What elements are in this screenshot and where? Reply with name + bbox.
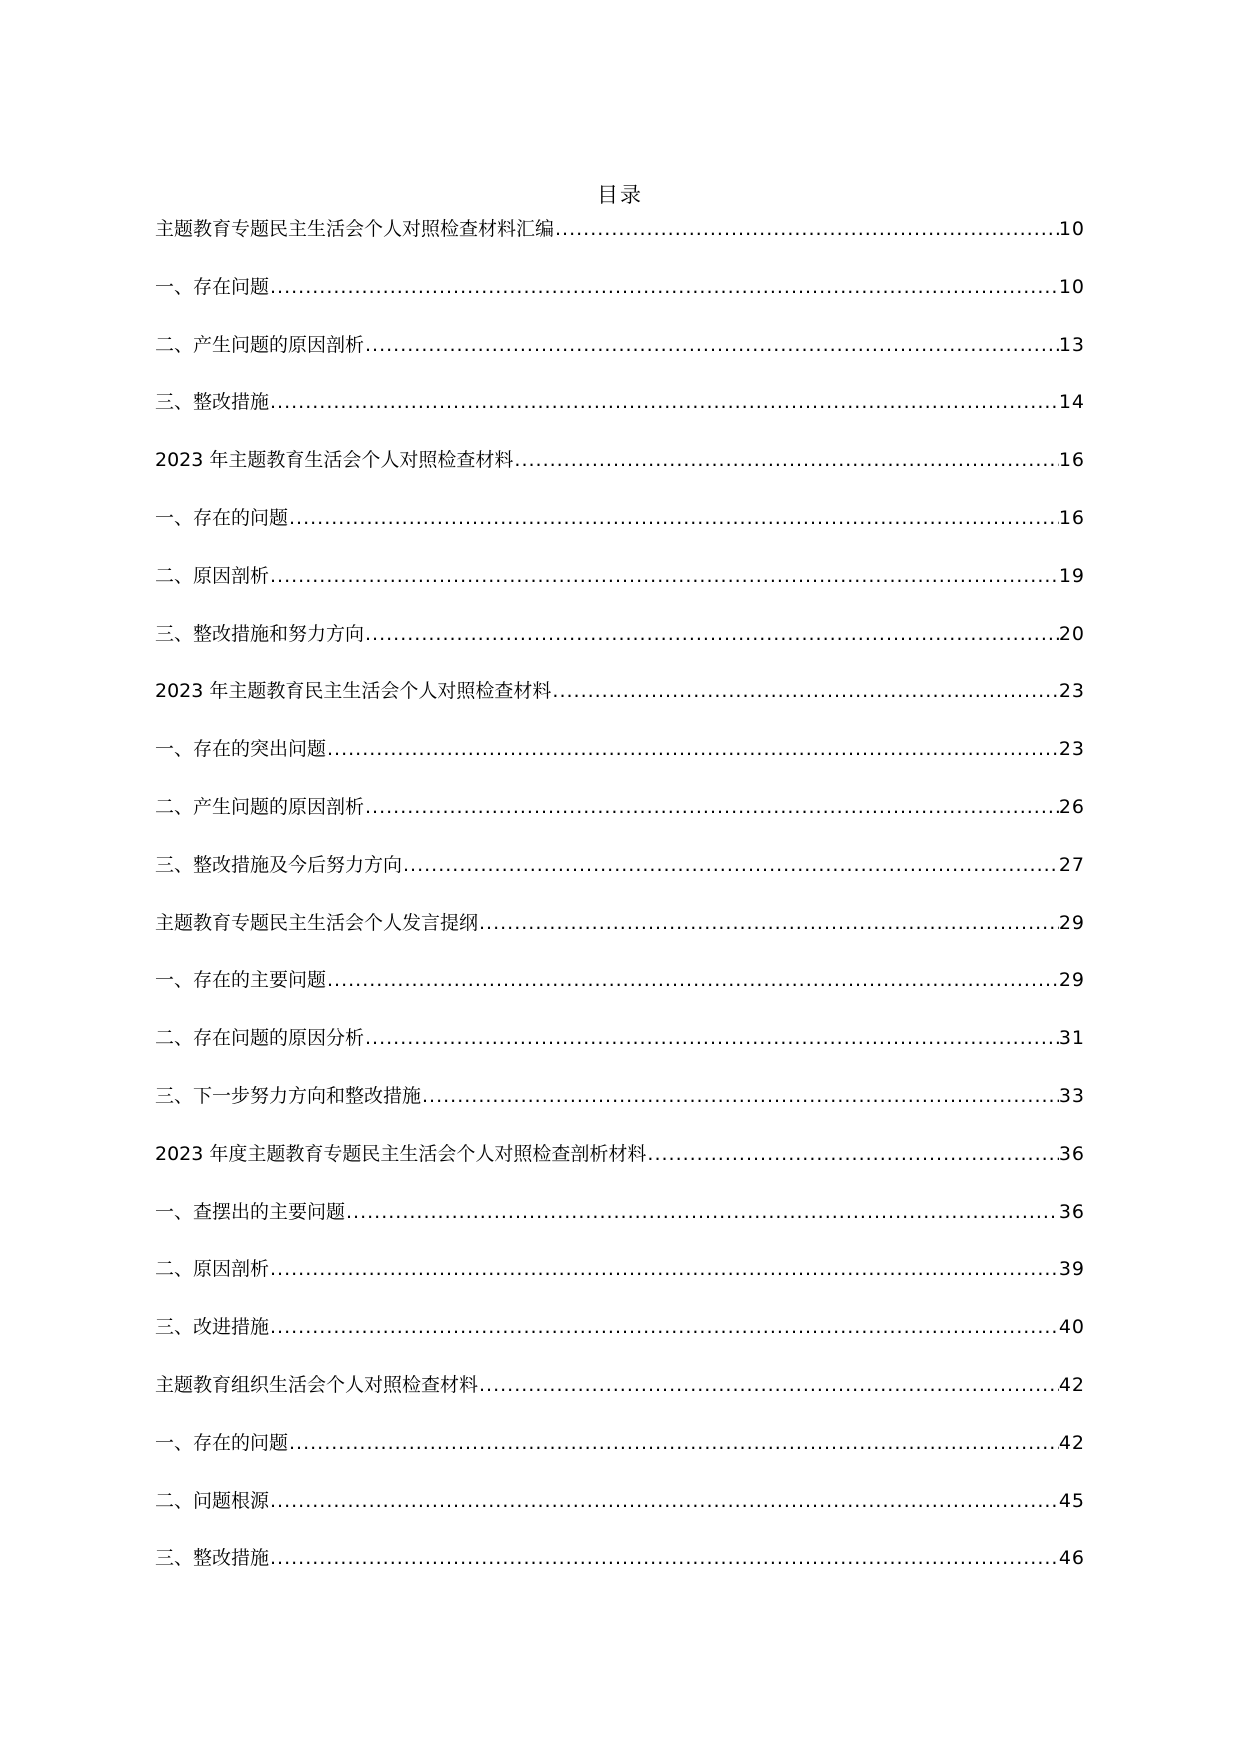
- toc-page-number: 29: [1058, 911, 1085, 934]
- toc-title: 目录: [597, 183, 643, 207]
- toc-entry-text: 主题教育专题民主生活会个人发言提纲: [155, 911, 479, 934]
- toc-entry-text: 二、原因剖析: [155, 1258, 270, 1281]
- toc-page-number: 26: [1058, 795, 1085, 818]
- toc-dot-leader: [554, 214, 1059, 244]
- toc-entry-text: 三、下一步努力方向和整改措施: [155, 1084, 422, 1107]
- toc-entry-text: 二、产生问题的原因剖析: [155, 795, 365, 818]
- toc-dot-leader: [345, 1197, 1059, 1227]
- toc-entry-text: 一、存在的主要问题: [155, 969, 327, 992]
- toc-entry[interactable]: [155, 1370, 1085, 1428]
- toc-page-number: 10: [1058, 218, 1085, 240]
- toc-entry-text: 三、整改措施: [155, 1547, 270, 1570]
- toc-page-number: 42: [1058, 1373, 1085, 1396]
- toc-entry[interactable]: [155, 1312, 1085, 1370]
- toc-dot-leader: [402, 850, 1059, 880]
- toc-entry-text: 二、问题根源: [155, 1489, 270, 1512]
- toc-page-number: 16: [1058, 506, 1085, 529]
- toc-entry[interactable]: [155, 561, 1085, 619]
- toc-entry[interactable]: [155, 214, 1085, 272]
- toc-entry[interactable]: [155, 850, 1085, 908]
- toc-page-number: 20: [1058, 622, 1085, 645]
- toc-dot-leader: [364, 619, 1059, 649]
- toc-entry[interactable]: [155, 503, 1085, 561]
- toc-entry[interactable]: [155, 1081, 1085, 1139]
- toc-page-number: 39: [1058, 1258, 1085, 1281]
- toc-entry-text: 主题教育组织生活会个人对照检查材料: [155, 1373, 479, 1396]
- toc-entry[interactable]: [155, 619, 1085, 677]
- toc-page-number: 13: [1058, 333, 1085, 356]
- toc-entry[interactable]: [155, 1254, 1085, 1312]
- toc-entry[interactable]: [155, 1023, 1085, 1081]
- toc-entry-text: 2023 年主题教育民主生活会个人对照检查材料: [155, 680, 552, 703]
- toc-entry-text: 二、产生问题的原因剖析: [155, 333, 365, 356]
- toc-entry[interactable]: [155, 676, 1085, 734]
- toc-entry-text: 三、整改措施和努力方向: [155, 622, 365, 645]
- toc-dot-leader: [269, 1486, 1059, 1516]
- toc-dot-leader: [478, 1370, 1059, 1400]
- toc-entry-text: 二、原因剖析: [155, 564, 270, 587]
- toc-dot-leader: [364, 1023, 1059, 1053]
- toc-entry-text: 三、整改措施: [155, 391, 270, 414]
- toc-dot-leader: [326, 965, 1059, 995]
- toc-entry[interactable]: [155, 1197, 1085, 1255]
- toc-entry[interactable]: [155, 908, 1085, 966]
- toc-page-number: 36: [1058, 1142, 1085, 1165]
- toc-dot-leader: [513, 445, 1058, 475]
- toc-entry[interactable]: [155, 445, 1085, 503]
- toc-dot-leader: [269, 561, 1059, 591]
- toc-dot-leader: [269, 1312, 1059, 1342]
- toc-dot-leader: [269, 387, 1059, 417]
- toc-entry-text: 主题教育专题民主生活会个人对照检查材料汇编: [155, 218, 555, 240]
- toc-dot-leader: [421, 1081, 1059, 1111]
- toc-page-number: 23: [1058, 738, 1085, 761]
- toc-page-number: 19: [1058, 564, 1085, 587]
- toc-entry-text: 一、存在的问题: [155, 1431, 289, 1454]
- toc-entry-text: 2023 年度主题教育专题民主生活会个人对照检查剖析材料: [155, 1142, 647, 1165]
- toc-entry-text: 一、查摆出的主要问题: [155, 1200, 346, 1223]
- toc-page-number: 29: [1058, 969, 1085, 992]
- toc-dot-leader: [288, 1428, 1059, 1458]
- toc-entry-text: 2023 年主题教育生活会个人对照检查材料: [155, 449, 514, 472]
- toc-entry[interactable]: [155, 1486, 1085, 1544]
- toc-page-number: 23: [1058, 680, 1085, 703]
- toc-dot-leader: [326, 734, 1059, 764]
- toc-entry[interactable]: [155, 1139, 1085, 1197]
- toc-page-number: 27: [1058, 853, 1085, 876]
- toc-entry[interactable]: [155, 792, 1085, 850]
- toc-page-number: 33: [1058, 1084, 1085, 1107]
- toc-list: [155, 214, 1085, 1601]
- toc-entry-text: 一、存在的问题: [155, 506, 289, 529]
- toc-entry[interactable]: [155, 965, 1085, 1023]
- toc-dot-leader: [288, 503, 1059, 533]
- toc-page-number: 16: [1058, 449, 1085, 472]
- toc-page-number: 31: [1058, 1027, 1085, 1050]
- toc-dot-leader: [364, 792, 1059, 822]
- toc-page-number: 14: [1058, 391, 1085, 414]
- toc-entry-text: 一、存在问题: [155, 275, 270, 298]
- toc-dot-leader: [269, 1254, 1059, 1284]
- toc-dot-leader: [551, 676, 1058, 706]
- toc-page-number: 45: [1058, 1489, 1085, 1512]
- toc-entry[interactable]: [155, 734, 1085, 792]
- toc-page-number: 40: [1058, 1316, 1085, 1339]
- toc-entry[interactable]: [155, 1428, 1085, 1486]
- toc-page-number: 46: [1058, 1547, 1085, 1570]
- toc-page-number: 42: [1058, 1431, 1085, 1454]
- toc-entry[interactable]: [155, 1543, 1085, 1601]
- toc-dot-leader: [364, 330, 1059, 360]
- toc-dot-leader: [269, 272, 1059, 302]
- toc-dot-leader: [646, 1139, 1058, 1169]
- toc-entry-text: 二、存在问题的原因分析: [155, 1027, 365, 1050]
- toc-entry[interactable]: [155, 272, 1085, 330]
- toc-entry-text: 一、存在的突出问题: [155, 738, 327, 761]
- toc-dot-leader: [269, 1543, 1059, 1573]
- toc-entry-text: 三、整改措施及今后努力方向: [155, 853, 403, 876]
- toc-page-number: 10: [1058, 275, 1085, 298]
- toc-entry-text: 三、改进措施: [155, 1316, 270, 1339]
- toc-entry[interactable]: [155, 387, 1085, 445]
- toc-entry[interactable]: [155, 330, 1085, 388]
- toc-page-number: 36: [1058, 1200, 1085, 1223]
- toc-dot-leader: [478, 908, 1059, 938]
